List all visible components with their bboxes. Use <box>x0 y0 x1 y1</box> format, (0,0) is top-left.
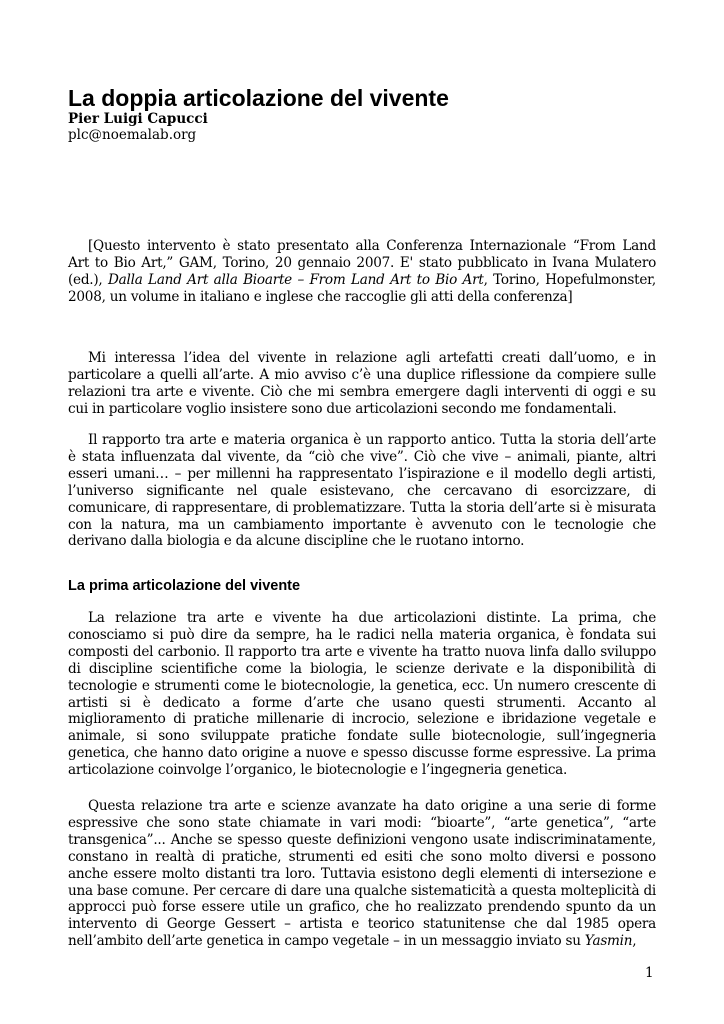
author-email: plc@noemalab.org <box>68 127 197 143</box>
publication-note-book-title: Dalla Land Art alla Bioarte – From Land Art to Bio Art <box>108 271 484 288</box>
publication-note-text: [Questo intervento è stato presentato alla Conferenza Internazionale “From Land Art to Bio Art,” GAM, Torino, 20 gennaio 2007. E' stato pubblicato in Ivana Mulatero (ed.), <box>68 238 656 288</box>
paragraph-bioart-text: Questa relazione tra arte e scienze avanzate ha dato origine a una serie di forme espressive che sono state chiamate in vari modi: “bioarte”, “arte genetica”, “arte transgenica”... Anche se spesso queste definizioni vengono usate indiscriminatamente, constano in realtà di pratiche, strumenti ed esiti che sono molto diversi e possono anche essere molto distanti tra loro. Tuttavia esistono degli elementi di intersezione e una base comune. Per cercare di dare una qualche sistematicità a questa molteplicità di approcci può forse essere utile un grafico, che ho realizzato prendendo spunto da un intervento di George Gessert – artista e teorico statunitense che dal 1985 opera nell’ambito dell’arte genetica in campo vegetale – in un messaggio inviato su <box>68 798 656 950</box>
paragraph-bioart <box>68 798 656 950</box>
paragraph-intro: Mi interessa l’idea del vivente in relazione agli artefatti creati dall’uomo, e in particolare a quelli all’arte. A mio avviso c’è una duplice riflessione da compiere sulle relazioni tra arte e vivente. Ciò che mi sembra emergere dagli interventi di oggi e su cui in particolare voglio insistere sono due articolazioni secondo me fondamentali. <box>68 350 656 417</box>
paragraph-bioart-end: , <box>632 933 637 950</box>
author-name: Pier Luigi Capucci <box>68 111 208 127</box>
page-number: 1 <box>645 965 654 981</box>
section-heading: La prima articolazione del vivente <box>68 578 301 594</box>
paragraph-bioart-italic: Yasmin <box>584 933 633 950</box>
paragraph-first-articulation: La relazione tra arte e vivente ha due articolazioni distinte. La prima, che conosciamo si può dire da sempre, ha le radici nella materia organica, è fondata sui composti del carbonio. Il rapporto tra arte e vivente ha tratto nuova linfa dallo sviluppo di discipline scientifiche come la biologia, le scienze derivate e la disponibilità di tecnologie e strumenti come le biotecnologie, la genetica, ecc. Un numero crescente di artisti si è dedicato a forme d’arte che usano questi strumenti. Accanto al miglioramento di pratiche millenarie di incrocio, selezione e ibridazione vegetale e animale, si sono sviluppate pratiche fondate sulle biotecnologie, sull’ingegneria genetica, che hanno dato origine a nuove e spesso discusse forme espressive. La prima articolazione coinvolge l’organico, le biotecnologie e l’ingegneria genetica. <box>68 610 656 779</box>
paragraph-history: Il rapporto tra arte e materia organica è un rapporto antico. Tutta la storia dell’arte è stata influenzata dal vivente, da “ciò che vive”. Ciò che vive – animali, piante, altri esseri umani… – per millenni ha rappresentato l’ispirazione e il modello degli artisti, l’universo significante nel quale esistevano, che cercavano di esorcizzare, di comunicare, di rappresentare, di problematizzare. Tutta la storia dell’arte si è misurata con la natura, ma un cambiamento importante è avvenuto con le tecnologie che derivano dalla biologia e da alcune discipline che le ruotano intorno. <box>68 432 656 550</box>
document-title: La doppia articolazione del vivente <box>68 85 449 111</box>
publication-note-text-end: , Torino, Hopefulmonster, 2008, un volume in italiano e inglese che raccoglie gli atti della conferenza] <box>68 271 656 305</box>
publication-note <box>68 238 656 306</box>
